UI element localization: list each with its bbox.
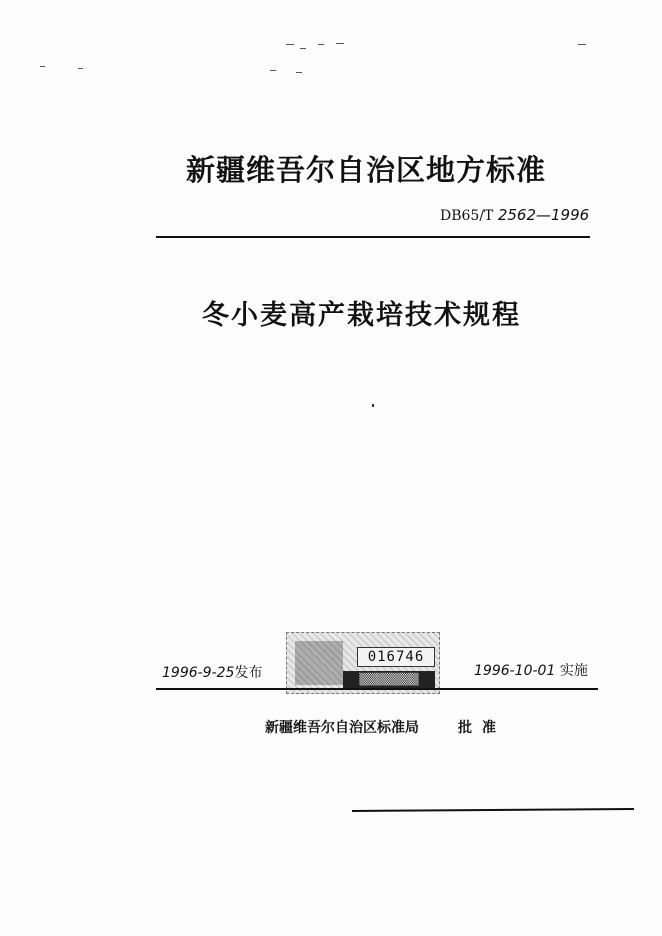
footer-divider [352, 808, 634, 812]
scan-speck [40, 66, 45, 67]
document-title: 冬小麦高产栽培技术规程 [202, 300, 521, 331]
scan-speck [270, 70, 276, 71]
archive-stamp [286, 632, 440, 694]
issue-date-value: 1996-9-25 [162, 665, 235, 681]
approving-authority: 新疆维吾尔自治区标准局 [265, 720, 419, 736]
issuing-authority-header: 新疆维吾尔自治区地方标准 [186, 153, 547, 187]
dates-divider [156, 688, 598, 690]
effective-date-value: 1996-10-01 [474, 663, 556, 679]
issue-date-label: 发布 [234, 665, 263, 681]
header-divider [156, 236, 590, 238]
scan-speck [296, 72, 302, 73]
standard-code [440, 206, 589, 224]
stamp-number: 016746 [357, 647, 435, 667]
effective-date [474, 660, 588, 680]
scan-speck [318, 44, 324, 45]
scan-speck [372, 404, 374, 407]
effective-date-label: 实施 [559, 663, 588, 679]
approval-label: 批准 [458, 720, 506, 736]
scan-speck [286, 44, 294, 45]
standard-code-number: 2562—1996 [497, 206, 590, 224]
scan-speck [78, 68, 83, 69]
issue-date [162, 662, 262, 682]
scan-speck [336, 43, 344, 44]
stamp-seal-mark [295, 641, 343, 685]
stamp-organization-mark: ▒▒▒▒▒▒▒ [343, 671, 435, 689]
scan-speck [578, 44, 586, 45]
scan-speck [300, 48, 306, 49]
standard-code-prefix: DB65/T [440, 208, 494, 224]
